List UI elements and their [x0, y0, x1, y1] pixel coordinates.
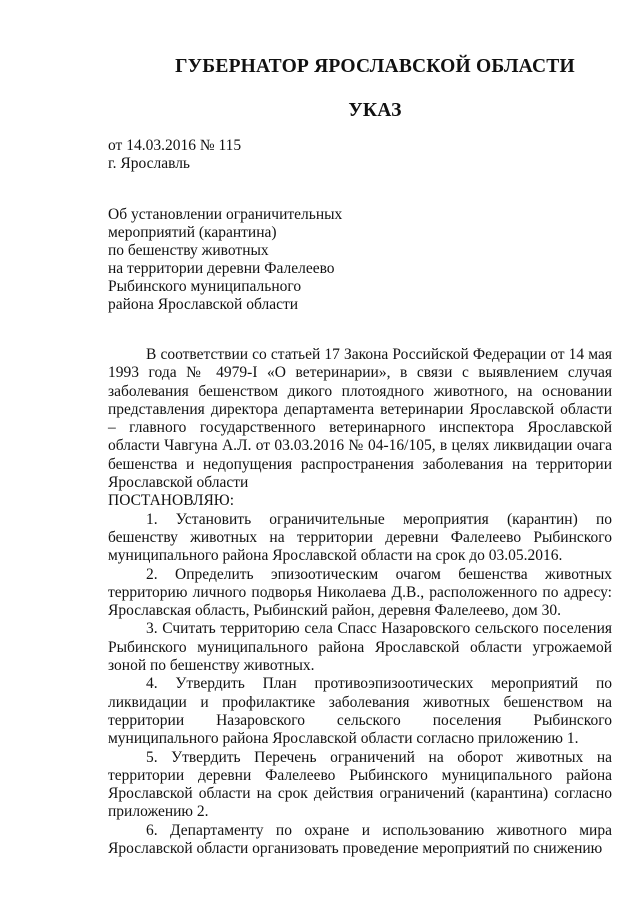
place: г. Ярославль	[108, 155, 190, 172]
decree-item: 1. Установить ограничительные мероприятия (карантин) по бешенству животных на территории деревни Фалелеево Рыбинского муниципального района Ярославской области на срок до 03.05.2016.	[108, 510, 612, 565]
subject-line: по бешенству животных	[108, 242, 269, 259]
document-type-title: УКАЗ	[348, 100, 402, 121]
document-subject	[108, 206, 342, 314]
document-meta	[108, 137, 241, 173]
subject-line: мероприятий (карантина)	[108, 224, 277, 241]
decree-item: 4. Утвердить План противоэпизоотических мероприятий по ликвидации и профилактике заболевания животных бешенством на территории Назаровского сельского поселения Рыбинского муниципального района Ярославской области согласно приложению 1.	[108, 675, 612, 748]
date-number: от 14.03.2016 № 115	[108, 137, 242, 154]
issuing-authority-title: ГУБЕРНАТОР ЯРОСЛАВСКОЙ ОБЛАСТИ	[175, 56, 575, 77]
decree-item: 5. Утвердить Перечень ограничений на оборот животных на территории деревни Фалелеево Рыбинского муниципального района Ярославской области на срок действия ограничений (карантина) согласно приложению 2.	[108, 748, 612, 821]
decree-item: 6. Департаменту по охране и использованию животного мира Ярославской области организовать проведение мероприятий по снижению	[108, 821, 612, 858]
subject-line: района Ярославской области	[108, 296, 299, 313]
subject-line: Об установлении ограничительных	[108, 206, 343, 223]
decree-item: 3. Считать территорию села Спасс Назаровского сельского поселения Рыбинского муниципального района Ярославской области угрожаемой зоной по бешенству животных.	[108, 620, 612, 675]
subject-line: на территории деревни Фалелеево	[108, 260, 335, 277]
preamble-paragraph: В соответствии со статьей 17 Закона Российской Федерации от 14 мая 1993 года № 4979-I «О ветеринарии», в связи с выявлением случая заболевания бешенством дикого плотоядного животного, на основании представления директора департамента ветеринарии Ярославской области – главного государственного ветеринарного инспектора Ярославской области Чавгуна А.Л. от 03.03.2016 № 04-16/105, в целях ликвидации очага бешенства и недопущения распространения заболевания на территории Ярославской области	[108, 346, 612, 492]
decree-item: 2. Определить эпизоотическим очагом бешенства животных территорию личного подворья Николаева Д.В., расположенного по адресу: Ярославская область, Рыбинский район, деревня Фалелеево, дом 30.	[108, 565, 612, 620]
document-body	[108, 346, 612, 858]
ruling-word: ПОСТАНОВЛЯЮ:	[108, 492, 235, 510]
subject-line: Рыбинского муниципального	[108, 278, 302, 295]
